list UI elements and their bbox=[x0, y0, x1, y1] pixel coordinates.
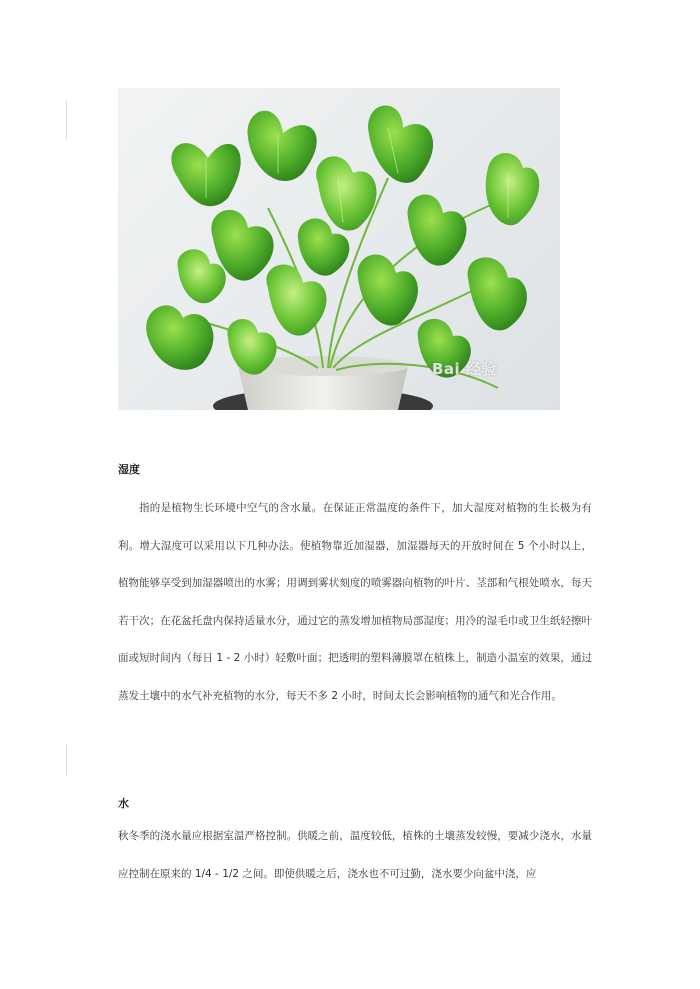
section-body-humidity: 指的是植物生长环境中空气的含水量。在保证正常温度的条件下，加大湿度对植物的生长极为有利。增大湿度可以采用以下几种办法。使植物靠近加湿器，加湿器每天的开放时间在 5 个小时以上，植物能够享受到加湿器喷出的水雾；用调到雾状刻度的喷雾器向植物的叶片、茎部和气根处喷水，每天若干次；在花盆托盘内保持适量水分，通过它的蒸发增加植物局部湿度；用冷的湿毛巾或卫生纸轻擦叶面或短时间内（每日 1 - 2 小时）轻敷叶面；把透明的塑料薄膜罩在植株上，制造小温室的效果，通过蒸发土壤中的水气补充植物的水分，每天不多 2 小时，时间太长会影响植物的通气和光合作用。 bbox=[118, 502, 592, 702]
section-heading-humidity: 湿度 bbox=[118, 463, 140, 476]
margin-mark bbox=[66, 745, 67, 775]
margin-mark bbox=[66, 100, 67, 140]
section-body-water: 秋冬季的浇水量应根据室温严格控制。供暖之前，温度较低，植株的土壤蒸发较慢，要减少浇水，水量应控制在原来的 1/4 - 1/2 之间。即使供暖之后，浇水也不可过勤，浇水要少向盆中浇，应 bbox=[118, 830, 592, 880]
section-heading-water: 水 bbox=[118, 797, 129, 810]
leaf-cluster bbox=[146, 106, 539, 378]
plant-photo bbox=[118, 88, 560, 410]
watermark-text: Bai 经验 bbox=[432, 360, 497, 378]
